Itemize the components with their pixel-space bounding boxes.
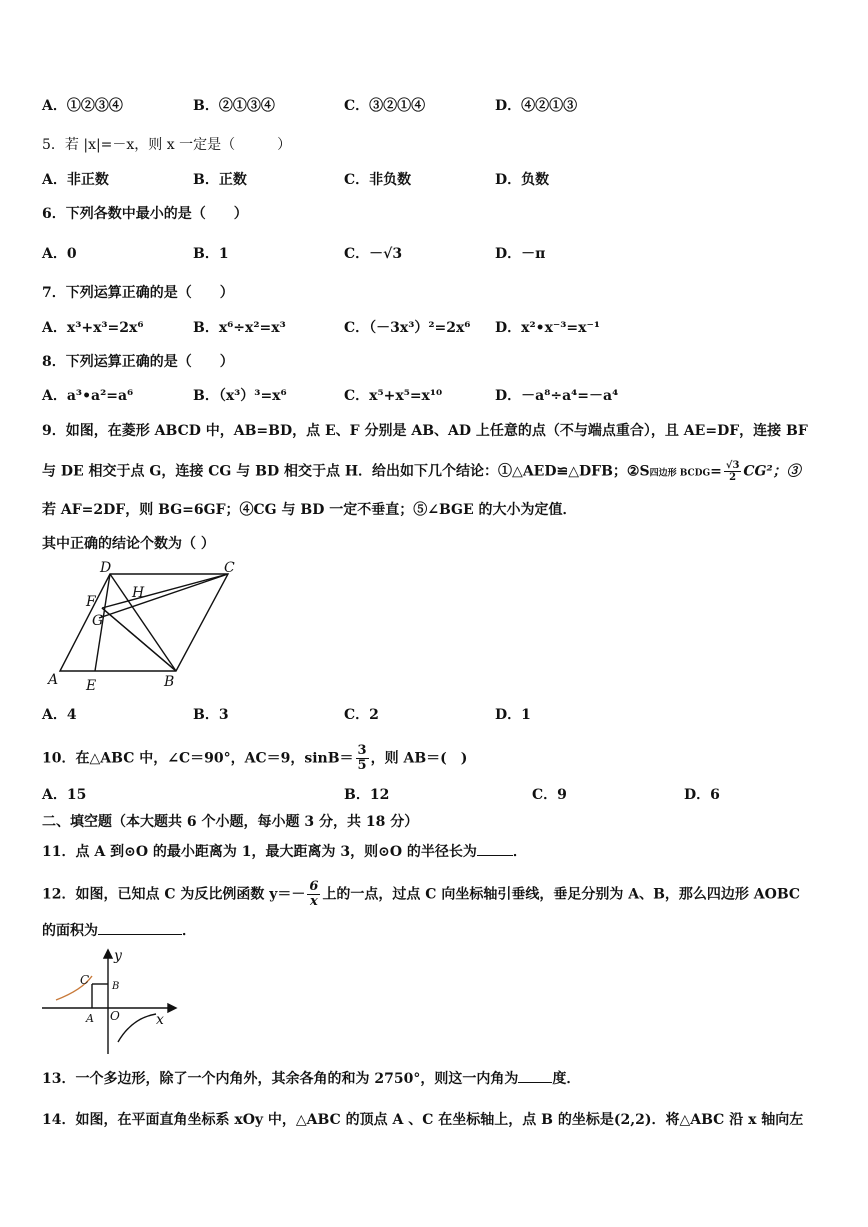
label-origin: O (110, 1009, 120, 1023)
label-x-axis: x (156, 1012, 164, 1028)
q10-stem-a: 10．在△ABC 中，∠C＝90°，AC＝9，sinB＝ (42, 750, 354, 767)
q10-option-a: A．15 (42, 787, 87, 803)
q9-equals: = (710, 463, 722, 480)
q12-frac-den: x (310, 894, 318, 909)
label-g: G (92, 613, 104, 629)
q9-line-4: 其中正确的结论个数为（ ） (42, 536, 215, 552)
q9-line-2a: 与 DE 相交于点 G，连接 CG 与 BD 相交于点 H．给出如下几个结论：①△AED≌△DFB；②S (42, 463, 650, 480)
q12-stem (42, 880, 800, 909)
q11-text: 11．点 A 到⊙O 的最小距离为 1，最大距离为 3，则⊙O 的半径长为 (42, 844, 477, 860)
q8-option-c: C．x⁵+x⁵=x¹⁰ (344, 388, 443, 404)
q9-option-c: C．2 (344, 707, 379, 723)
q5-option-c: C．非负数 (344, 172, 412, 188)
q6-option-b: B．1 (193, 246, 229, 262)
q14-stem: 14．如图，在平面直角坐标系 xOy 中，△ABC 的顶点 A 、C 在坐标轴上，点 B 的坐标是(2,2)．将△ABC 沿 x 轴向左 (42, 1112, 804, 1128)
label-e: E (86, 678, 97, 694)
q13-text: 13．一个多边形，除了一个内角外，其余各角的和为 2750°，则这一内角为 (42, 1071, 519, 1087)
q5-option-d: D．负数 (495, 172, 550, 188)
q9-frac-num: √3 (725, 460, 740, 471)
q12-frac-num: 6 (309, 879, 319, 894)
q9-option-b: B．3 (193, 707, 229, 723)
q10-stem-b: ，则 AB＝( ) (370, 750, 468, 767)
q12-fraction (307, 880, 320, 909)
q13-end: 度． (552, 1071, 581, 1087)
q7-option-a: A．x³+x³=2x⁶ (42, 320, 144, 336)
q9-subscript: 四边形 BCDG (649, 468, 711, 479)
q10-option-c: C．9 (532, 787, 567, 803)
label-a: A (48, 672, 59, 688)
label-d: D (100, 560, 112, 576)
q6-option-a: A．0 (42, 246, 77, 262)
q12-text-a: 12．如图，已知点 C 为反比例函数 y＝－ (42, 886, 306, 903)
q7-stem: 7．下列运算正确的是（ ） (42, 285, 234, 301)
q9-option-d: D．1 (495, 707, 531, 723)
q4-option-c: C．③②①④ (344, 98, 426, 114)
q8-stem: 8．下列运算正确的是（ ） (42, 354, 234, 370)
q13-answer-blank (518, 1068, 552, 1083)
q9-line-1: 9．如图，在菱形 ABCD 中，AB=BD，点 E、F 分别是 AB、AD 上任意的点（不与端点重合），且 AE=DF，连接 BF (42, 423, 808, 439)
q6-option-d: D．－π (495, 246, 546, 262)
q4-option-d: D．④②①③ (495, 98, 578, 114)
q10-option-d: D．6 (684, 787, 720, 803)
q10-stem (42, 744, 467, 773)
q12-answer-blank (98, 920, 182, 935)
label-b-point: B (112, 981, 120, 992)
q12-line-2-end: ． (182, 923, 196, 939)
q9-option-a: A．4 (42, 707, 77, 723)
q9-rhombus-figure (40, 556, 240, 696)
q5-option-b: B．正数 (193, 172, 247, 188)
q7-option-b: B．x⁶÷x²=x³ (193, 320, 286, 336)
label-a-point: A (86, 1012, 94, 1025)
q5-stem: 5．若 |x|=－x，则 x 一定是（ ） (42, 137, 292, 153)
q6-option-c: C．－√3 (344, 246, 403, 262)
label-h: H (132, 585, 145, 601)
label-c-point: C (80, 973, 90, 987)
q13-stem (42, 1068, 580, 1089)
q10-option-b: B．12 (344, 787, 390, 803)
label-c: C (224, 560, 235, 576)
q12-text-b: 上的一点，过点 C 向坐标轴引垂线，垂足分别为 A、B，那么四边形 AOBC (322, 886, 801, 903)
q12-line-2 (42, 920, 196, 941)
q9-line-2 (42, 460, 801, 484)
q11-stem (42, 841, 527, 862)
q8-option-a: A．a³•a²=a⁶ (42, 388, 134, 404)
q11-answer-blank (477, 841, 513, 856)
q9-fraction (724, 460, 742, 483)
q9-line-2b: CG²；③ (743, 463, 801, 480)
q6-stem: 6．下列各数中最小的是（ ） (42, 206, 248, 222)
q7-option-c: C．（－3x³）²=2x⁶ (344, 320, 471, 336)
q8-option-b: B．（x³）³=x⁶ (193, 388, 287, 404)
q4-option-b: B．②①③④ (193, 98, 275, 114)
label-y-axis: y (114, 948, 122, 964)
q8-option-d: D．－a⁸÷a⁴=－a⁴ (495, 388, 619, 404)
section-2-heading: 二、填空题（本大题共 6 个小题，每小题 3 分，共 18 分） (42, 814, 419, 830)
q12-line-2-text: 的面积为 (42, 923, 98, 939)
label-f: F (86, 594, 96, 610)
q4-option-a: A．①②③④ (42, 98, 123, 114)
q9-line-3: 若 AF=2DF，则 BG=6GF；④CG 与 BD 一定不垂直；⑤∠BGE 的大小为定值． (42, 502, 577, 518)
q10-fraction (356, 744, 369, 773)
q7-option-d: D．x²•x⁻³=x⁻¹ (495, 320, 601, 336)
label-b: B (164, 674, 175, 690)
q10-frac-num: 3 (357, 743, 367, 758)
q5-option-a: A．非正数 (42, 172, 109, 188)
q11-end: ． (512, 844, 527, 860)
q10-frac-den: 5 (357, 758, 367, 773)
q12-graph-figure (40, 946, 180, 1058)
q9-frac-den: 2 (729, 472, 737, 483)
